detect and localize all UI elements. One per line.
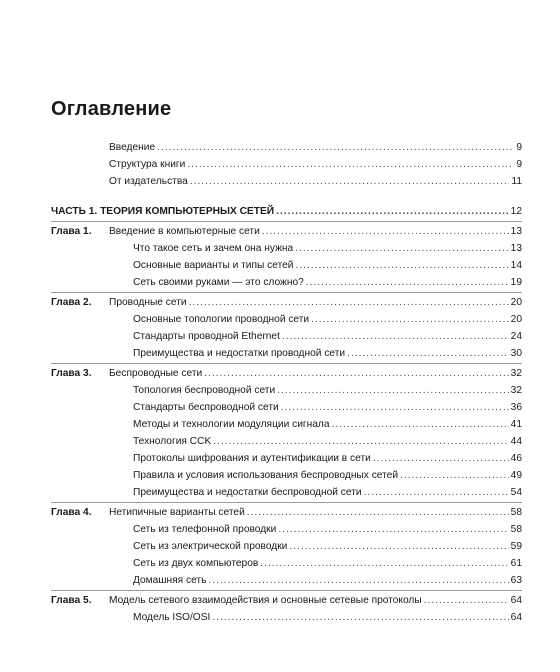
dot-leader: [278, 522, 508, 538]
toc-page-number: 13: [510, 226, 522, 237]
page-title: Оглавление: [51, 98, 172, 120]
toc-entry-label: Модель ISO/OSI: [133, 612, 211, 623]
toc-page-number: 19: [510, 277, 522, 288]
toc-entry-label: Введение: [109, 142, 156, 153]
toc-entry-label: Основные топологии проводной сети: [133, 314, 310, 325]
toc-entry-label: Сеть из двух компьютеров: [133, 558, 259, 569]
dot-leader: [157, 140, 514, 156]
toc-entry-label: Сеть из телефонной проводки: [133, 524, 277, 535]
toc-entry-label: Домашняя сеть: [133, 575, 207, 586]
toc-entry-label: Правила и условия использования беспроводных сетей: [133, 470, 399, 481]
dot-leader: [364, 485, 509, 501]
toc-entry-section[interactable]: [133, 610, 522, 626]
toc-entry-chapter[interactable]: [109, 593, 522, 609]
toc-page-number: 11: [511, 176, 522, 187]
toc-page-number: 41: [510, 419, 522, 430]
toc-page-number: 9: [516, 142, 522, 153]
dot-leader: [289, 539, 508, 555]
toc-entry-label: Основные варианты и типы сетей: [133, 260, 294, 271]
toc-entry-label: Преимущества и недостатки беспроводной сети: [133, 487, 362, 498]
toc-page-number: 14: [510, 260, 522, 271]
toc-entry-label: Модель сетевого взаимодействия и основные сетевые протоколы: [109, 595, 422, 606]
dot-leader: [189, 295, 509, 311]
dot-leader: [332, 417, 509, 433]
toc-page-number: 49: [510, 470, 522, 481]
dot-leader: [424, 593, 509, 609]
toc-entry-label: Стандарты проводной Ethernet: [133, 331, 280, 342]
toc-page-number: 46: [510, 453, 522, 464]
dot-leader: [306, 275, 509, 291]
dot-leader: [277, 383, 509, 399]
dot-leader: [373, 451, 509, 467]
toc-entry-label: Методы и технологии модуляции сигнала: [133, 419, 330, 430]
toc-entry-section[interactable]: [133, 241, 522, 257]
dot-leader: [204, 366, 508, 382]
toc-page-number: 59: [510, 541, 522, 552]
chapter-number: Глава 3.: [51, 368, 92, 379]
chapter-number: Глава 4.: [51, 507, 92, 518]
toc-entry-label: Стандарты беспроводной сети: [133, 402, 279, 413]
dot-leader: [213, 434, 508, 450]
toc-entry-section[interactable]: [133, 417, 522, 433]
toc-entry-section[interactable]: [133, 434, 522, 450]
toc-entry-section[interactable]: [133, 383, 522, 399]
toc-entry-label: Проводные сети: [109, 297, 187, 308]
toc-page-number: 20: [510, 297, 522, 308]
toc-part-label: ЧАСТЬ 1. ТЕОРИЯ КОМПЬЮТЕРНЫХ СЕТЕЙ: [51, 206, 275, 217]
toc-entry-label: Беспроводные сети: [109, 368, 203, 379]
dot-leader: [400, 468, 509, 484]
toc-entry-section[interactable]: [133, 346, 522, 362]
toc-entry-section[interactable]: [133, 275, 522, 291]
toc-entry-intro[interactable]: [109, 174, 522, 190]
toc-entry-part[interactable]: [51, 204, 522, 220]
toc-page-number: 44: [510, 436, 522, 447]
toc-entry-label: Нетипичные варианты сетей: [109, 507, 245, 518]
chapter-number: Глава 5.: [51, 595, 92, 606]
toc-entry-label: Структура книги: [109, 159, 186, 170]
toc-page-number: 58: [510, 507, 522, 518]
toc-page-number: 24: [510, 331, 522, 342]
toc-entry-section[interactable]: [133, 400, 522, 416]
toc-entry-label: Преимущества и недостатки проводной сети: [133, 348, 346, 359]
toc-page-number: 20: [510, 314, 522, 325]
dot-leader: [295, 241, 508, 257]
toc-entry-chapter[interactable]: [109, 295, 522, 311]
toc-entry-label: Технология CCK: [133, 436, 212, 447]
toc-entry-section[interactable]: [133, 522, 522, 538]
divider: [51, 502, 522, 503]
toc-page-number: 9: [516, 159, 522, 170]
dot-leader: [347, 346, 509, 362]
toc-page-number: 32: [510, 385, 522, 396]
toc-entry-section[interactable]: [133, 573, 522, 589]
dot-leader: [262, 224, 509, 240]
divider: [51, 221, 522, 222]
toc-page-number: 32: [510, 368, 522, 379]
toc-entry-intro[interactable]: [109, 157, 522, 173]
toc-page-number: 54: [510, 487, 522, 498]
toc-page-number: 58: [510, 524, 522, 535]
toc-page-number: 12: [510, 206, 522, 217]
dot-leader: [281, 400, 509, 416]
divider: [51, 590, 522, 591]
toc-page-number: 63: [510, 575, 522, 586]
toc-entry-label: Протоколы шифрования и аутентификации в сети: [133, 453, 371, 464]
toc-entry-label: Что такое сеть и зачем она нужна: [133, 243, 294, 254]
toc-entry-section[interactable]: [133, 258, 522, 274]
toc-page-number: 64: [510, 612, 522, 623]
toc-page-number: 61: [510, 558, 522, 569]
dot-leader: [212, 610, 508, 626]
toc-page-number: 30: [510, 348, 522, 359]
toc-page-number: 13: [510, 243, 522, 254]
toc-page-number: 36: [510, 402, 522, 413]
divider: [51, 363, 522, 364]
dot-leader: [282, 329, 509, 345]
toc-entry-section[interactable]: [133, 556, 522, 572]
toc-entry-section[interactable]: [133, 451, 522, 467]
dot-leader: [190, 174, 510, 190]
dot-leader: [276, 204, 509, 220]
toc-entry-label: Сеть своими руками — это сложно?: [133, 277, 304, 288]
toc-entry-chapter[interactable]: [109, 366, 522, 382]
dot-leader: [247, 505, 509, 521]
toc-entry-section[interactable]: [133, 329, 522, 345]
toc-page-number: 64: [510, 595, 522, 606]
dot-leader: [187, 157, 514, 173]
chapter-number: Глава 1.: [51, 226, 92, 237]
dot-leader: [295, 258, 508, 274]
chapter-number: Глава 2.: [51, 297, 92, 308]
dot-leader: [208, 573, 508, 589]
divider: [51, 292, 522, 293]
toc-entry-chapter[interactable]: [109, 505, 522, 521]
toc-entry-section[interactable]: [133, 468, 522, 484]
toc-entry-intro[interactable]: [109, 140, 522, 156]
toc-entry-section[interactable]: [133, 539, 522, 555]
toc-entry-chapter[interactable]: [109, 224, 522, 240]
toc-entry-section[interactable]: [133, 312, 522, 328]
toc-entry-section[interactable]: [133, 485, 522, 501]
toc-entry-label: Сеть из электрической проводки: [133, 541, 288, 552]
dot-leader: [260, 556, 508, 572]
toc-entry-label: Введение в компьютерные сети: [109, 226, 260, 237]
toc-entry-label: Топология беспроводной сети: [133, 385, 276, 396]
toc-entry-label: От издательства: [109, 176, 188, 187]
dot-leader: [311, 312, 509, 328]
